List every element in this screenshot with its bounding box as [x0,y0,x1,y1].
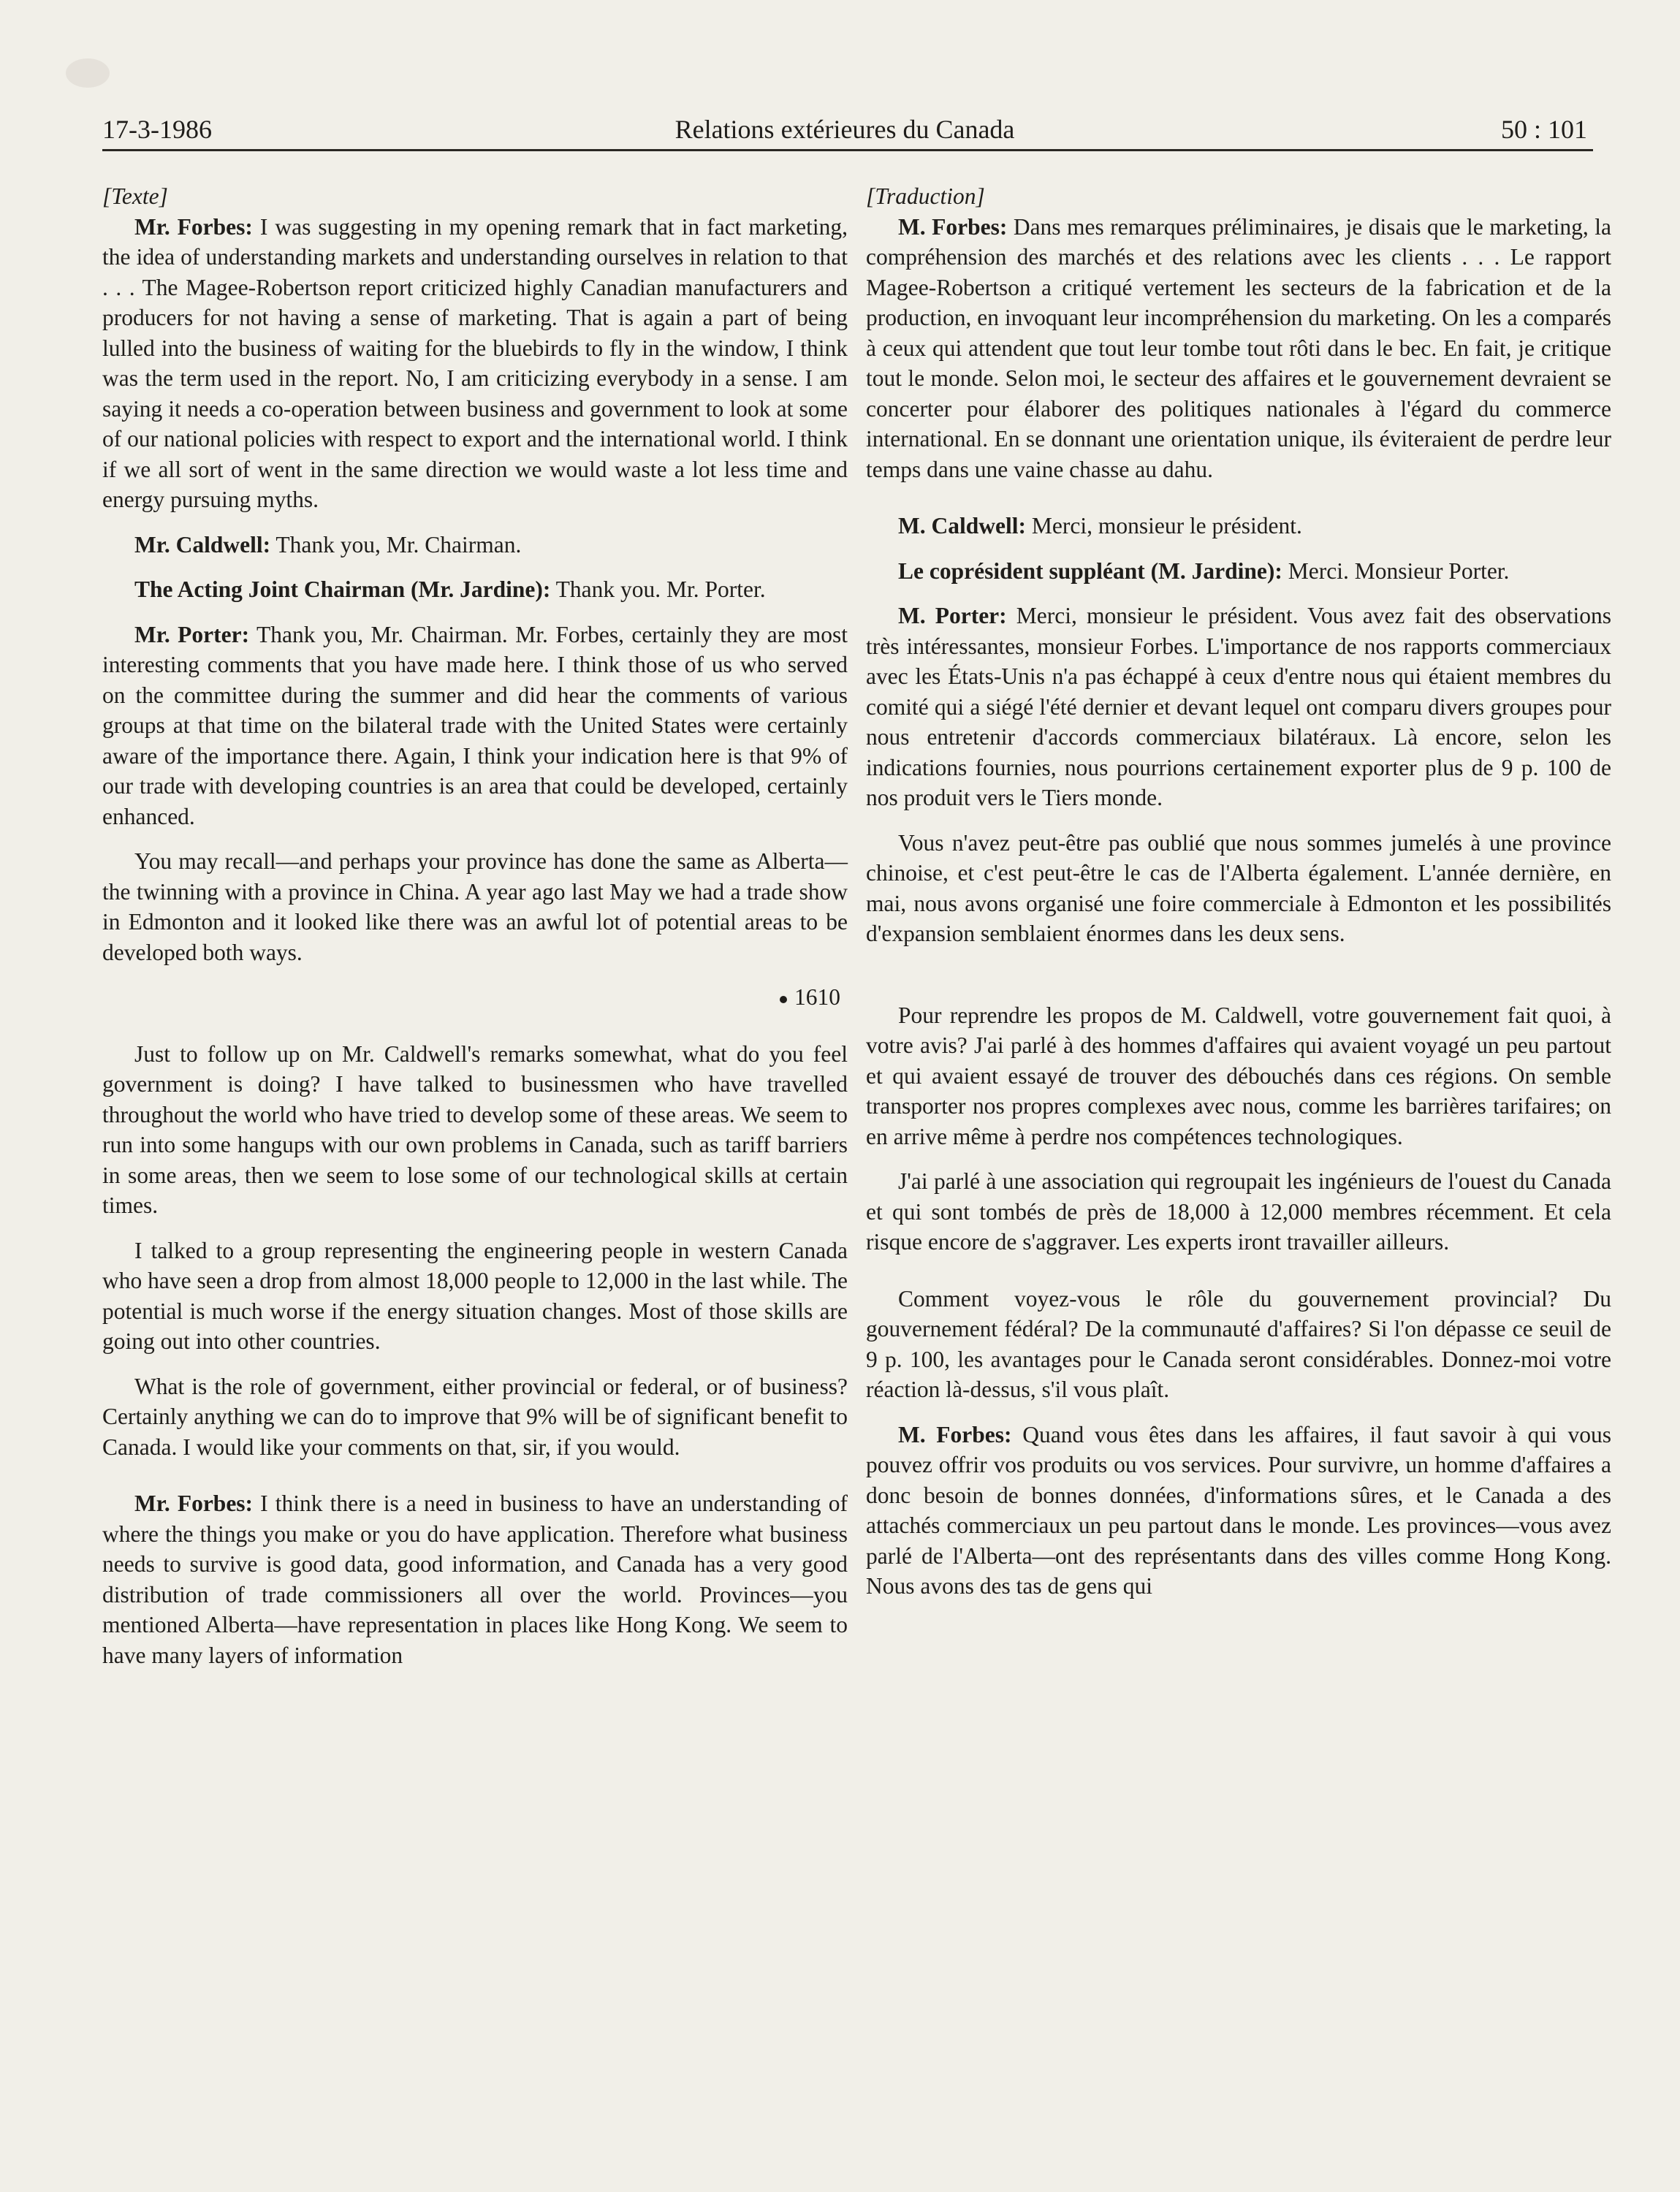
speaker-name: The Acting Joint Chairman (Mr. Jardine): [134,576,551,602]
speaker-name: Mr. Forbes: [134,1491,254,1516]
paragraph: Just to follow up on Mr. Caldwell's remarks somewhat, what do you feel government is doing? I have talked to businessmen who have travelled throughout the world who have tried to develop some of these areas. We seem to run into some hangups with our own problems in Canada, such as tariff barriers in some areas, then we seem to lose some of our technological skills at certain times. [102,1040,848,1218]
paragraph: Pour reprendre les propos de M. Caldwell, votre gouvernement fait quoi, à votre avis? J'ai parlé à des hommes d'affaires qui avaient voyagé un peu partout et qui avaient essayé de trouver des débouchés dans ces régions. On semble transporter nos propres complexes avec nous, comme les barrières tarifaires; on en arrive même à perdre nos compétences technologiques. [866,1002,1611,1149]
speech-text: I was suggesting in my opening remark that in fact marketing, the idea of understanding markets and understanding ourselves in relation to that . . . The Magee-Robertson report criticized highly Canadian manufacturers and producers for not having a sense of marketing. That is again a part of being lulled into the business of waiting for the bluebirds to fly in the window, I think was the term used in the report. No, I am criticizing everybody in a sense. I am saying it needs a co-operation between business and government to look at some of our national policies with respect to export and the international world. I think if we all sort of went in the same direction we would waste a lot less time and energy pursuing myths. [102,213,848,512]
time-marker-text: 1610 [794,984,840,1010]
paper-smudge [66,58,110,88]
header-date: 17-3-1986 [102,115,212,144]
speech-text: Thank you, Mr. Chairman. Mr. Forbes, certainly they are most interesting comments that you have made here. I think those of us who served on the committee during the summer and did hear the comments of various groups at that time on the bilateral trade with the United States were certainly aware of the importance there. Again, I think your indication here is that 9% of our trade with developing countries is an area that could be developed, certainly enhanced. [102,621,848,829]
paragraph: J'ai parlé à une association qui regroupait les ingénieurs de l'ouest du Canada et qui sont tombés de près de 18,000 à 12,000 membres récemment. Et cela risque encore de s'aggraver. Les experts iront travailler ailleurs. [866,1168,1611,1255]
speaker-name: Mr. Forbes: [134,213,253,240]
speaker-name: Le coprésident suppléant (M. Jardine): [898,557,1282,584]
bullet-icon [780,996,787,1003]
speech-text: Quand vous êtes dans les affaires, il faut savoir à qui vous pouvez offrir vos produits ou vos services. Pour survivre, un homme d'affaires a donc besoin de bonnes données, d'informations sûres, et le Canada a des attachés commerciaux un peu partout dans le monde. Les provinces—vous avez parlé de l'Alberta—ont des représentants dans des villes comme Hong Kong. Nous avons des tas de gens qui [866,1421,1612,1599]
paragraph [866,556,1611,587]
header-page-number: 50 : 101 [1500,115,1587,144]
paragraph [102,212,848,515]
page-header [102,108,1587,146]
paragraph [866,511,1611,541]
speech-text: Dans mes remarques préliminaires, je disais que le marketing, la compréhension des marchés et des relations avec les clients . . . Le rapport Magee-Robertson a critiqué vertement les secteurs de la fabrication et de la production, en invoquant leur incompréhension du marketing. On les a comparés à ceux qui attendent que tout leur tombe tout rôti dans le bec. En fait, je critique tout le monde. Selon moi, le secteur des affaires et le gouvernement devraient se concerter pour élaborer des politiques nationales à l'égard du commerce international. En se donnant une orientation unique, ils éviteraient de perdre leur temps dans une vaine chasse au dahu. [866,213,1611,482]
paragraph [102,530,848,560]
speaker-name: M. Forbes: [898,1421,1012,1447]
language-tag: [Traduction] [866,183,985,209]
header-title: Relations extérieures du Canada [674,115,1015,144]
paragraph [866,601,1611,813]
paragraph: I talked to a group representing the engineering people in western Canada who have seen a drop from almost 18,000 people to 12,000 in the last while. The potential is much worse if the energy situation changes. Most of those skills are going out into other countries. [102,1237,848,1354]
speech-text: I think there is a need in business to have an understanding of where the things you make or you do have application. Therefore what business needs to survive is good data, good information, and Canada has a very good distribution of trade commissioners all over the world. Provinces—you mentioned Alberta—have representation in places like Hong Kong. We seem to have many layers of information [102,1491,848,1668]
header-rule [102,149,1593,151]
paragraph [866,1420,1611,1602]
english-column [102,181,848,1685]
speaker-name: M. Forbes: [898,213,1008,240]
speech-text: Merci, monsieur le président. Vous avez fait des observations très intéressantes, monsieur Forbes. L'importance de nos rapports commerciaux avec les États-Unis n'a pas échappé à ceux d'entre nous qui étaient membres du comité qui a siégé l'été dernier et devant lequel ont comparu divers groupes pour nous entretenir d'accords commerciaux bilatéraux. Là encore, selon les indications fournies, nous pourrions certainement exporter plus de 9 p. 100 de nos produit vers le Tiers monde. [866,603,1611,810]
paragraph: Comment voyez-vous le rôle du gouvernement provincial? Du gouvernement fédéral? De la communauté d'affaires? Si l'on dépasse ce seuil de 9 p. 100, les avantages pour le Canada seront considérables. Donnez-moi votre réaction là-dessus, s'il vous plaît. [866,1285,1611,1402]
speaker-name: Mr. Porter: [134,621,250,647]
paragraph: What is the role of government, either provincial or federal, or of business? Certainly anything we can do to improve that 9% will be of significant benefit to Canada. I would like your comments on that, sir, if you would. [102,1373,848,1460]
paragraph [102,1488,848,1670]
time-marker [102,982,840,1013]
french-column [866,181,1611,1616]
speaker-name: M. Porter: [898,603,1007,628]
paragraph [102,620,848,832]
paragraph: Vous n'avez peut-être pas oublié que nous sommes jumelés à une province chinoise, et c'est peut-être le cas de l'Alberta également. L'année dernière, en mai, nous avons organisé une foire commerciale à Edmonton et les possibilités d'expansion semblaient énormes dans les deux sens. [866,829,1611,946]
speaker-name: Mr. Caldwell: [134,531,271,557]
paragraph: You may recall—and perhaps your province has done the same as Alberta—the twinning with a province in China. A year ago last May we had a trade show in Edmonton and it looked like there was an awful lot of potential areas to be developed both ways. [102,848,848,965]
speech-text: Thank you. Mr. Porter. [550,576,766,602]
paragraph [102,574,848,605]
speech-text: Merci. Monsieur Porter. [1282,557,1510,584]
language-tag: [Texte] [102,183,168,209]
paragraph [866,212,1611,485]
speaker-name: M. Caldwell: [898,513,1026,539]
speech-text: Thank you, Mr. Chairman. [270,531,522,557]
speech-text: Merci, monsieur le président. [1025,513,1302,539]
